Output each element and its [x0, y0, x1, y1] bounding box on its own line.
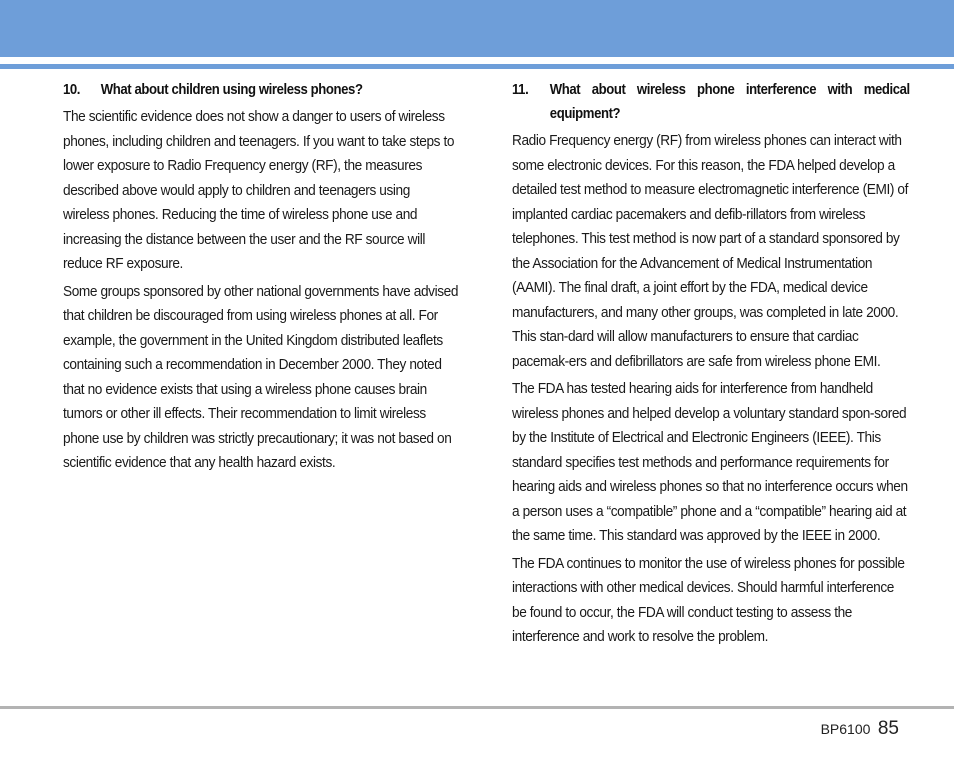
section-title: What about children using wireless phones?: [100, 82, 363, 98]
header-band: [0, 0, 954, 57]
section-number: 10.: [63, 82, 81, 98]
section-heading-10: [63, 78, 459, 102]
paragraph: Radio Frequency energy (RF) from wireless phones can interact with some electronic devices. For this reason, the FDA helped develop a detailed test method to measure electromagnetic interference (EMI) of implanted cardiac pacemakers and defib-rillators from wireless telephones. This test method is now part of a standard sponsored by the Association for the Advancement of Medical Instrumentation (AAMI). The final draft, a joint effort by the FDA, medical device manufacturers, and many other groups, was completed in late 2000. This stan-dard will allow manufacturers to ensure that cardiac pacemak-ers and defibrillators are safe from wireless phone EMI.: [512, 132, 908, 370]
header-rule: [0, 64, 954, 69]
footer-rule: [0, 706, 954, 709]
model-name: BP6100: [820, 721, 871, 737]
paragraph: The FDA has tested hearing aids for interference from handheld wireless phones and helped develop a voluntary standard spon-sored by the Institute of Electrical and Electronic Engineers (IEEE). This standard specifies test methods and performance requirements for hearing aids and wireless phones so that no interference occurs when a person uses a “compatible” phone and a “compatible” hearing aid at the same time. This standard was approved by the IEEE in 2000.: [512, 380, 908, 544]
left-column: [63, 78, 459, 479]
section-heading-11: [512, 78, 910, 126]
page-number: 85: [877, 718, 899, 739]
paragraph: Some groups sponsored by other national governments have advised that children be discouraged from using wireless phones at all. For example, the government in the United Kingdom distributed leaflets containing such a recommendation in December 2000. They noted that no evidence exists that using a wireless phone causes brain tumors or other ill effects. Their recommendation to limit wireless phone use by children was strictly precautionary; it was not based on scientific evidence that any health hazard exists.: [63, 282, 459, 471]
section-number: 11.: [512, 82, 529, 98]
paragraph: The scientific evidence does not show a danger to users of wireless phones, including children and teenagers. If you want to take steps to lower exposure to Radio Frequency energy (RF), the measures described above would apply to children and teenagers using wireless phones. Reducing the time of wireless phone use and increasing the distance between the user and the RF source will reduce RF exposure.: [63, 108, 455, 272]
page-footer: [821, 718, 899, 740]
paragraph: The FDA continues to monitor the use of wireless phones for possible interactions with other medical devices. Should harmful interference be found to occur, the FDA will conduct testing to assess the interference and work to resolve the problem.: [512, 554, 905, 645]
section-title: What about wireless phone interference with medical equipment?: [549, 82, 910, 122]
right-column: [512, 78, 910, 653]
